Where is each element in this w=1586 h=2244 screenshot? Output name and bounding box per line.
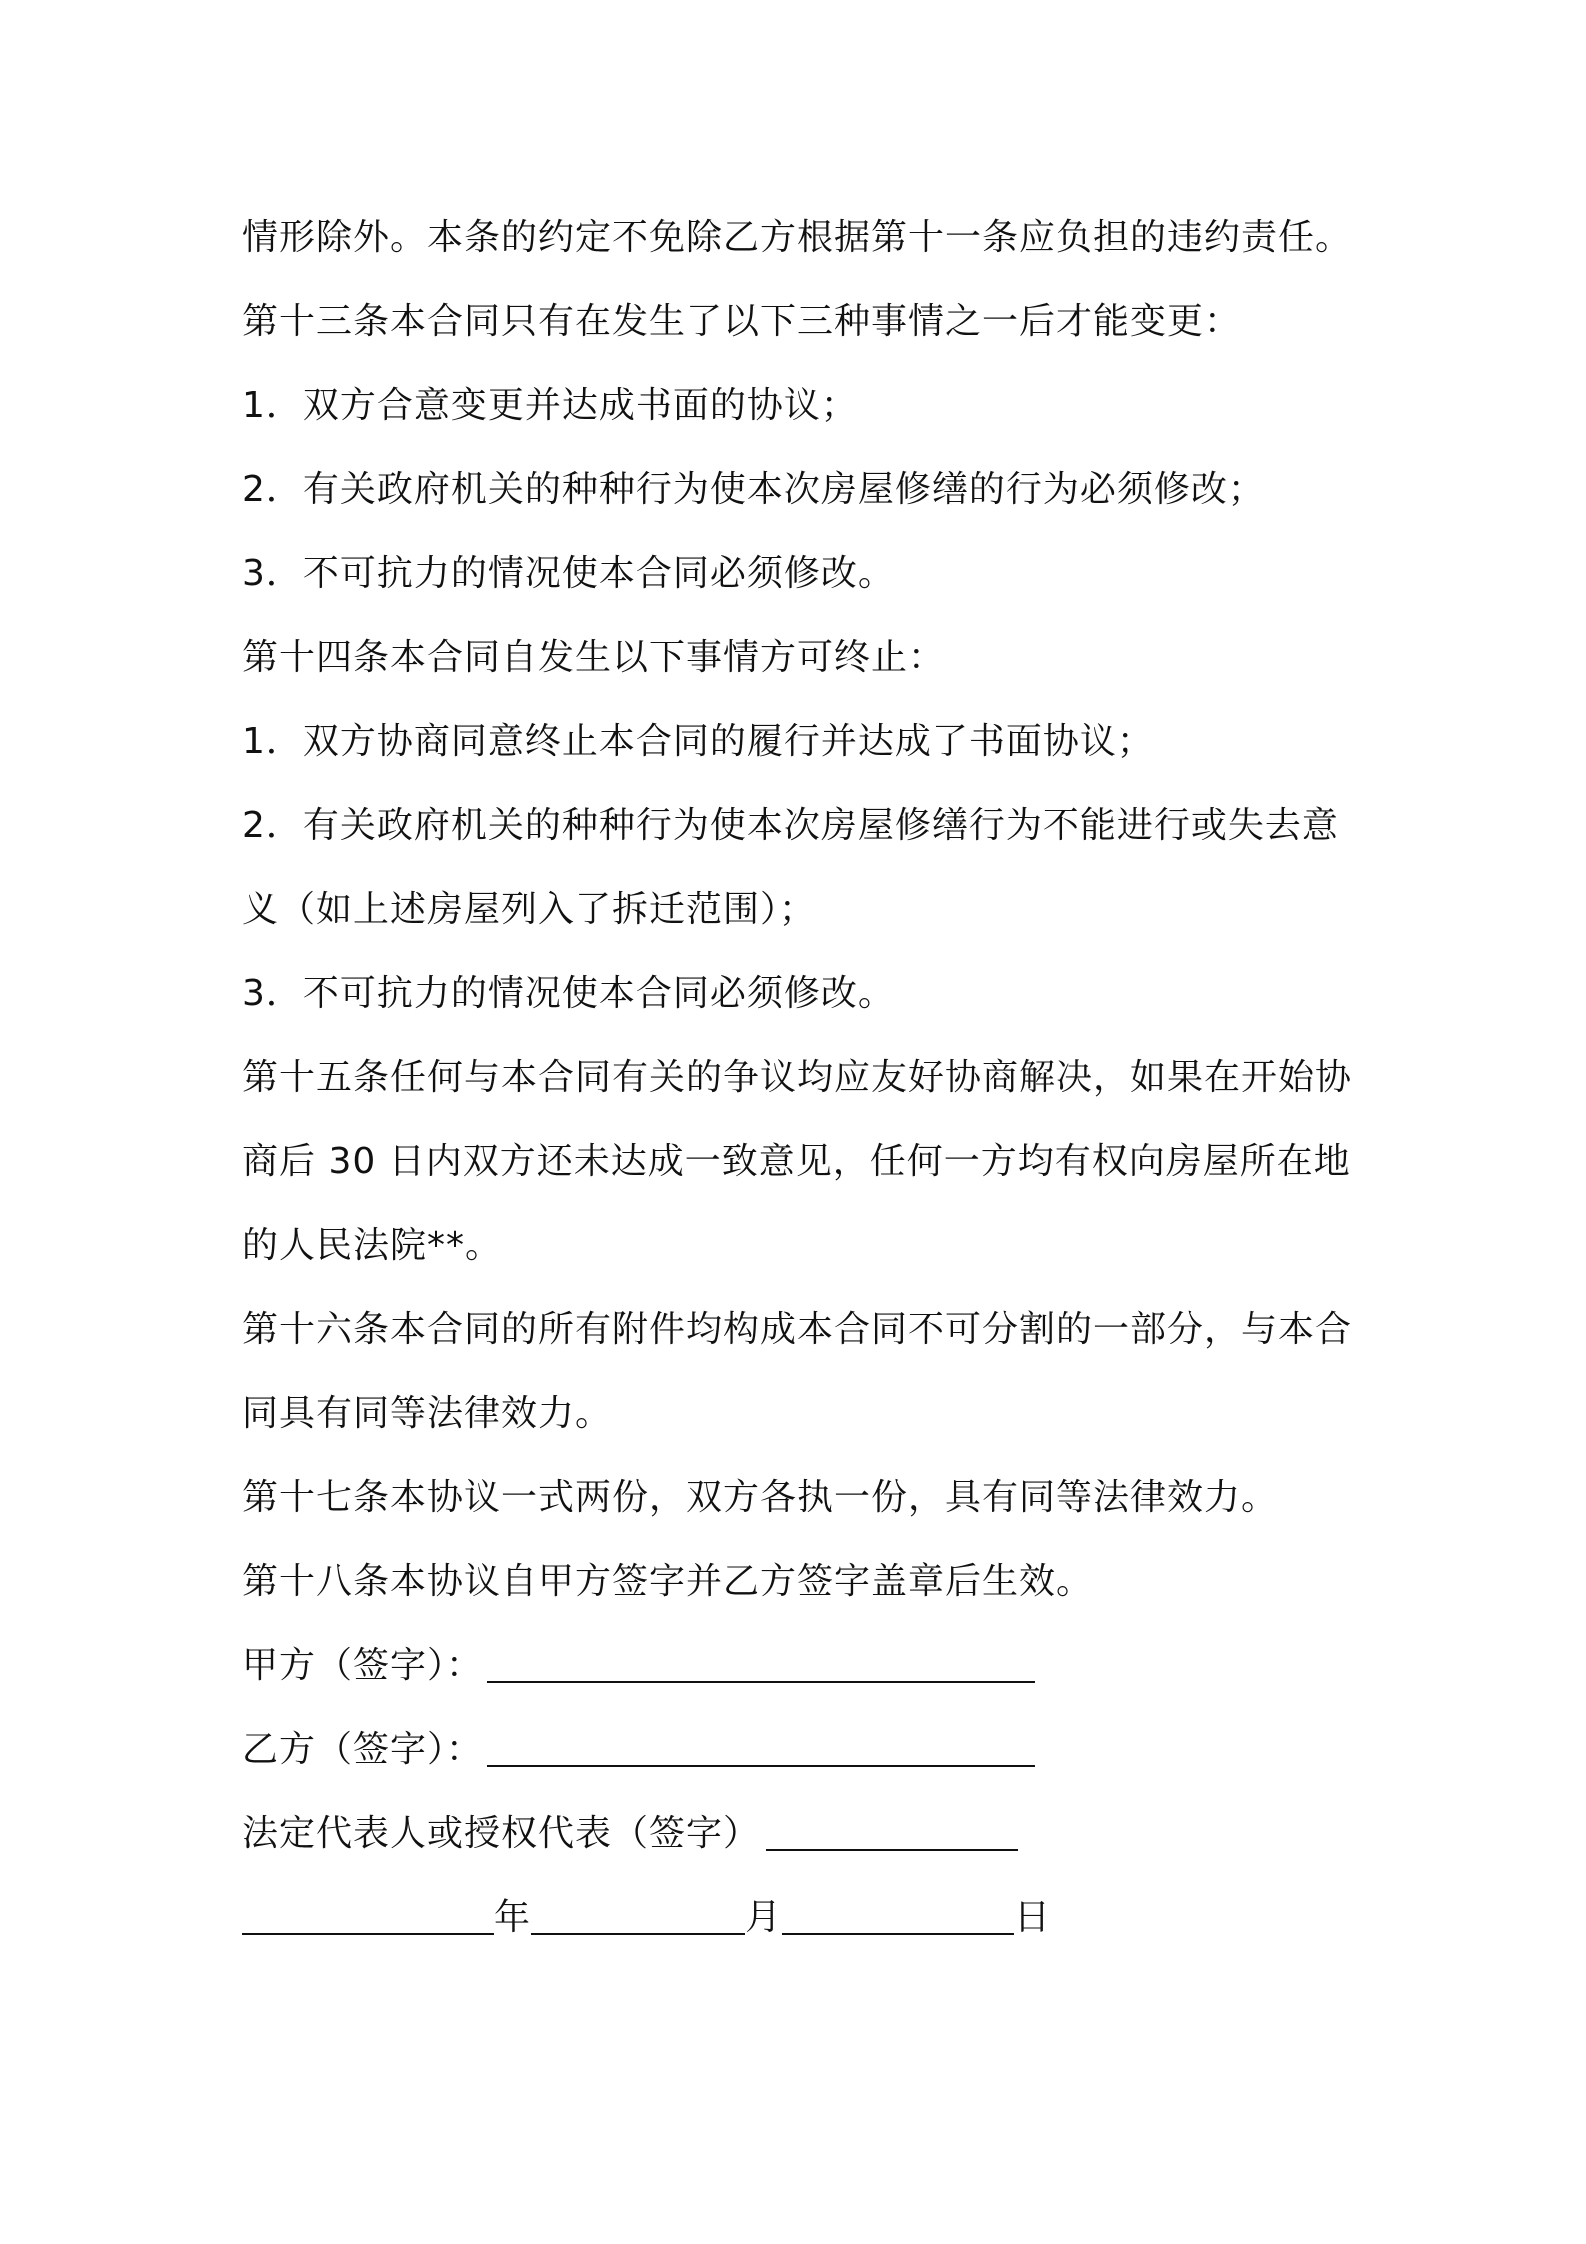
month-label: 月 — [745, 1897, 783, 1938]
representative-signature-row — [242, 1792, 1362, 1876]
party-b-signature-blank[interactable] — [487, 1725, 1035, 1767]
representative-signature-label: 法定代表人或授权代表（签字） — [242, 1813, 761, 1854]
list-item: 1．双方协商同意终止本合同的履行并达成了书面协议； — [242, 721, 1154, 762]
article-16-line: 同具有同等法律效力。 — [242, 1393, 613, 1434]
party-a-signature-row — [242, 1624, 1362, 1708]
article-15-line: 商后 30 日内双方还未达成一致意见，任何一方均有权向房屋所在地 — [242, 1141, 1351, 1182]
party-b-signature-row — [242, 1708, 1362, 1792]
list-item: 3．不可抗力的情况使本合同必须修改。 — [242, 553, 895, 594]
year-label: 年 — [494, 1897, 532, 1938]
representative-signature-blank[interactable] — [766, 1809, 1018, 1851]
date-row — [242, 1876, 1362, 1960]
list-item: 3．不可抗力的情况使本合同必须修改。 — [242, 973, 895, 1014]
list-item-continuation: 义（如上述房屋列入了拆迁范围）； — [242, 889, 817, 930]
party-a-signature-label: 甲方（签字）： — [242, 1645, 484, 1686]
list-item: 2．有关政府机关的种种行为使本次房屋修缮的行为必须修改； — [242, 469, 1265, 510]
contract-body — [242, 196, 1362, 1960]
article-18-line: 第十八条本协议自甲方签字并乙方签字盖章后生效。 — [242, 1561, 1094, 1602]
party-a-signature-blank[interactable] — [487, 1641, 1035, 1683]
article-17-line: 第十七条本协议一式两份，双方各执一份，具有同等法律效力。 — [242, 1477, 1279, 1518]
paragraph-line: 情形除外。本条的约定不免除乙方根据第十一条应负担的违约责任。 — [242, 217, 1353, 258]
article-15-line: 第十五条任何与本合同有关的争议均应友好协商解决，如果在开始协 — [242, 1057, 1353, 1098]
article-16-line: 第十六条本合同的所有附件均构成本合同不可分割的一部分，与本合 — [242, 1309, 1353, 1350]
day-blank[interactable] — [782, 1893, 1014, 1935]
year-blank[interactable] — [242, 1893, 494, 1935]
article-13-heading: 第十三条本合同只有在发生了以下三种事情之一后才能变更： — [242, 301, 1242, 342]
list-item: 1．双方合意变更并达成书面的协议； — [242, 385, 858, 426]
article-14-heading: 第十四条本合同自发生以下事情方可终止： — [242, 637, 946, 678]
month-blank[interactable] — [531, 1893, 745, 1935]
party-b-signature-label: 乙方（签字）： — [242, 1729, 484, 1770]
article-15-line: 的人民法院**。 — [242, 1225, 503, 1266]
day-label: 日 — [1014, 1897, 1052, 1938]
list-item: 2．有关政府机关的种种行为使本次房屋修缮行为不能进行或失去意 — [242, 805, 1339, 846]
